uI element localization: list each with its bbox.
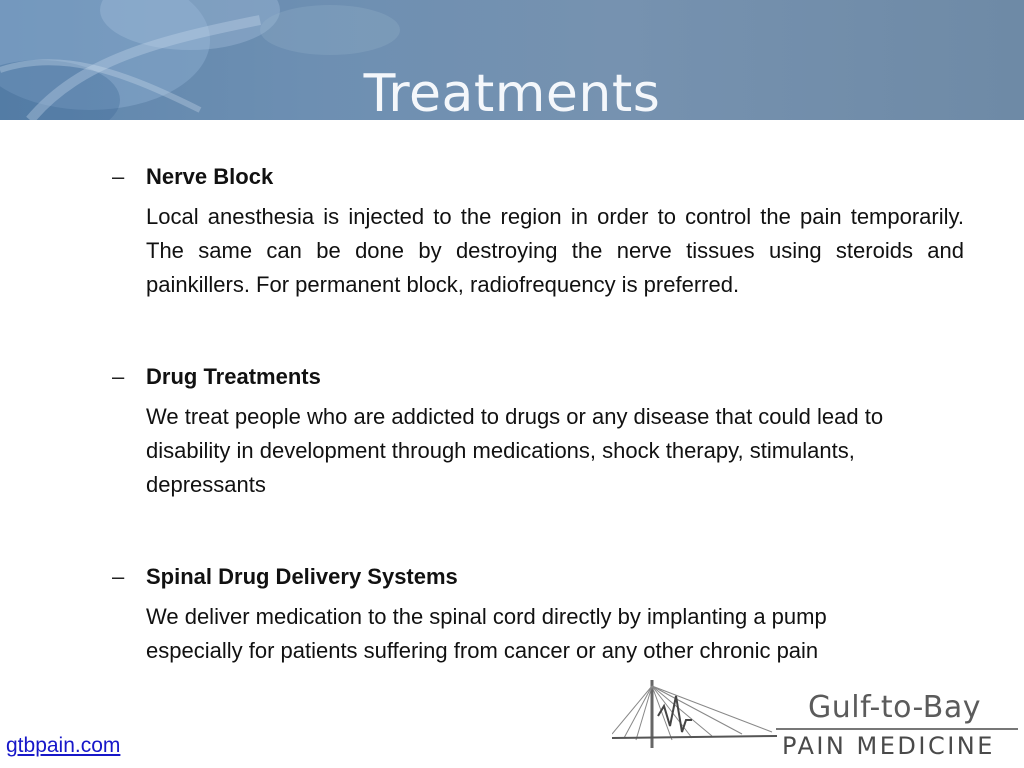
logo-subtitle: PAIN MEDICINE bbox=[782, 732, 995, 760]
bullet-dash: – bbox=[112, 164, 125, 189]
logo-name: Gulf-to-Bay bbox=[808, 690, 981, 725]
list-item bbox=[112, 160, 964, 302]
item-title: Nerve Block bbox=[146, 164, 274, 189]
bullet-dash: – bbox=[112, 564, 125, 589]
bridge-icon bbox=[612, 676, 782, 768]
slide-title: Treatments bbox=[363, 64, 661, 120]
logo-divider bbox=[776, 728, 1018, 730]
header-banner bbox=[0, 0, 1024, 120]
list-item bbox=[112, 560, 964, 668]
website-link[interactable]: gtbpain.com bbox=[6, 734, 121, 757]
item-description: We treat people who are addicted to drugs or any disease that could lead to disability in development through medications, shock therapy, stimulants, depressants bbox=[146, 404, 884, 497]
item-title: Spinal Drug Delivery Systems bbox=[146, 564, 458, 589]
item-description: We deliver medication to the spinal cord directly by implanting a pump especially for patients suffering from cancer or any other chronic pain bbox=[146, 604, 827, 663]
item-title: Drug Treatments bbox=[146, 364, 321, 389]
bullet-dash: – bbox=[112, 364, 125, 389]
treatment-list bbox=[112, 160, 964, 690]
item-description: Local anesthesia is injected to the region in order to control the pain temporarily. The same can be done by destroying the nerve tissues using steroids and painkillers. For permanent block, radiofrequency is preferred. bbox=[146, 204, 964, 297]
list-item bbox=[112, 360, 964, 502]
company-logo bbox=[612, 676, 1024, 768]
